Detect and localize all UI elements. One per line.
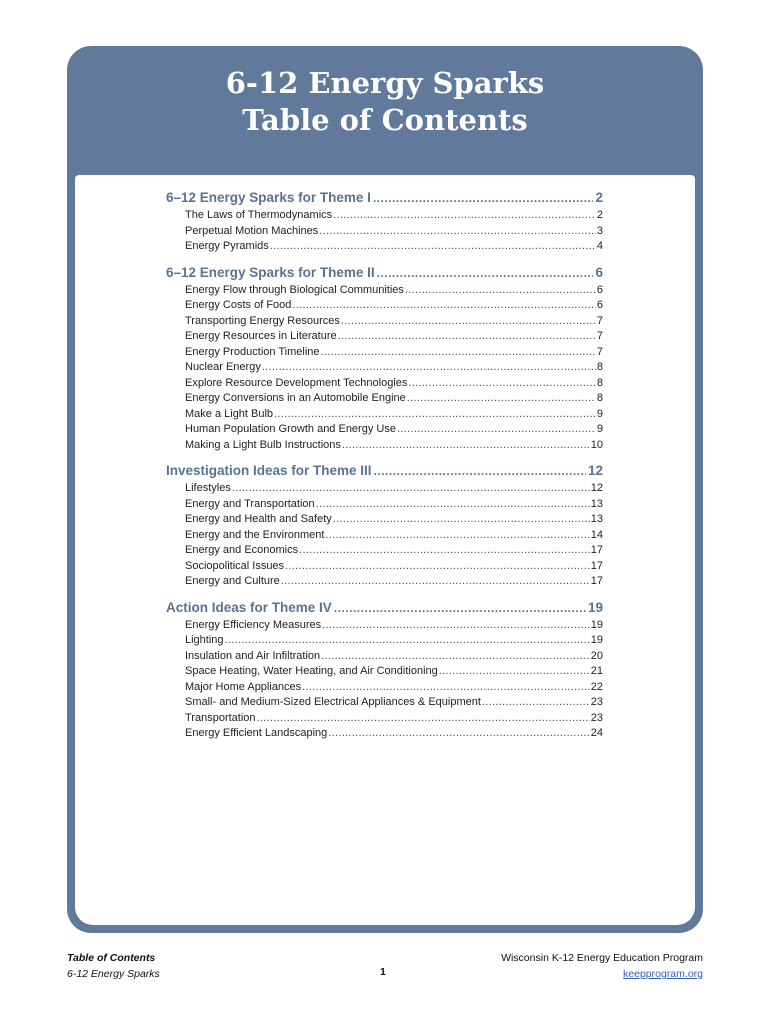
toc-entry[interactable] [185,208,603,224]
dot-leader [374,461,586,481]
title-line-2: Table of Contents [242,103,528,137]
entry-label: Explore Resource Development Technologies [185,376,408,389]
dot-leader [270,239,596,255]
entry-label: The Laws of Thermodynamics [185,209,333,221]
entry-page: 8 [596,392,603,404]
dot-leader [333,512,590,528]
dot-leader [328,726,589,742]
toc-entry[interactable] [185,224,603,240]
toc-entry[interactable] [185,726,603,742]
entry-label: Lifestyles [185,482,231,494]
entry-label: Energy Efficient Landscaping [185,727,328,739]
entry-page: 13 [590,497,603,510]
entry-page: 4 [596,240,603,252]
toc-entry[interactable] [185,695,603,711]
toc-entry[interactable] [185,543,603,559]
entry-page: 2 [596,209,603,221]
section-page: 6 [595,264,603,280]
toc-section-heading[interactable] [166,598,603,618]
dot-leader [285,559,590,575]
toc-entry[interactable] [185,422,603,438]
toc-section-heading[interactable] [166,461,603,481]
dot-leader [397,422,596,438]
entry-label: Lighting [185,634,224,646]
dot-leader [325,528,589,544]
entry-page: 8 [596,361,603,373]
entry-label: Energy Efficiency Measures [185,618,322,631]
toc-section-heading[interactable] [166,263,603,283]
dot-leader [262,360,596,376]
entry-label: Transporting Energy Resources [185,314,340,327]
entry-page: 3 [596,224,603,237]
footer-section-name: Table of Contents [67,952,156,964]
entry-page: 14 [590,528,603,541]
dot-leader [439,664,590,680]
entry-page: 6 [596,299,603,311]
toc-entry[interactable] [185,298,603,314]
dot-leader [408,376,596,392]
dot-leader [299,543,590,559]
entry-label: Energy and Health and Safety [185,513,332,525]
dot-leader [342,438,590,454]
entry-page: 23 [590,711,603,724]
footer-website-link[interactable]: keepprogram.org [623,968,703,980]
entry-label: Small- and Medium-Sized Electrical Appliances & Equipment [185,696,481,708]
toc-entry[interactable] [185,481,603,497]
dot-leader [225,633,590,649]
dot-leader [322,618,590,634]
entry-label: Energy Flow through Biological Communities [185,283,404,296]
entry-label: Energy Production Timeline [185,345,320,358]
entry-page: 21 [590,665,603,677]
table-of-contents [166,188,603,750]
entry-page: 6 [596,283,603,296]
dot-leader [373,188,594,208]
entry-page: 17 [590,575,603,587]
footer-right [501,950,703,982]
entry-page: 13 [590,513,603,525]
dot-leader [281,574,590,590]
dot-leader [338,329,596,345]
section-page: 19 [587,599,603,615]
entry-label: Energy and Economics [185,544,299,556]
entry-page: 7 [596,314,603,327]
entry-page: 12 [590,482,603,494]
entry-page: 17 [590,559,603,572]
entry-label: Nuclear Energy [185,361,261,373]
toc-entry[interactable] [185,329,603,345]
dot-leader [341,314,596,330]
entry-page: 19 [590,618,603,631]
page-number: 1 [380,966,386,978]
section-title: Investigation Ideas for Theme III [166,463,372,478]
entry-label: Human Population Growth and Energy Use [185,423,396,435]
entry-label: Perpetual Motion Machines [185,224,319,237]
section-title: 6–12 Energy Sparks for Theme II [166,264,375,280]
dot-leader [482,695,590,711]
entry-page: 17 [590,544,603,556]
toc-entry[interactable] [185,438,603,454]
entry-label: Energy and Culture [185,575,280,587]
toc-section-theme-3 [166,461,603,590]
toc-entry[interactable] [185,376,603,392]
entry-label: Energy and the Environment [185,528,325,541]
entry-label: Making a Light Bulb Instructions [185,438,341,451]
entry-page: 7 [596,330,603,342]
dot-leader [302,680,590,696]
footer-program-name: Wisconsin K-12 Energy Education Program [501,952,703,964]
toc-entry[interactable] [185,574,603,590]
entry-page: 20 [590,649,603,662]
dot-leader [292,298,595,314]
dot-leader [321,649,590,665]
dot-leader [405,283,596,299]
toc-entry[interactable] [185,314,603,330]
entry-label: Energy Pyramids [185,240,269,252]
toc-section-theme-1 [166,188,603,255]
entry-page: 9 [596,407,603,420]
toc-entry[interactable] [185,497,603,513]
section-page: 12 [587,463,603,478]
toc-entry[interactable] [185,283,603,299]
entry-label: Energy Resources in Literature [185,330,337,342]
entry-label: Space Heating, Water Heating, and Air Conditioning [185,665,438,677]
entry-page: 7 [596,345,603,358]
dot-leader [334,598,586,618]
section-page: 2 [595,190,603,205]
entry-page: 8 [596,376,603,389]
toc-entry[interactable] [185,633,603,649]
dot-leader [377,263,594,283]
entry-label: Insulation and Air Infiltration [185,649,321,662]
entry-page: 22 [590,680,603,693]
dot-leader [333,208,596,224]
toc-entry[interactable] [185,680,603,696]
dot-leader [257,711,590,727]
toc-entry[interactable] [185,618,603,634]
entry-label: Make a Light Bulb [185,407,274,420]
entry-page: 9 [596,423,603,435]
toc-entry[interactable] [185,649,603,665]
entry-page: 10 [590,438,603,451]
entry-label: Energy and Transportation [185,497,315,510]
title-line-1: 6-12 Energy Sparks [225,66,545,100]
entry-page: 24 [590,727,603,739]
toc-entry[interactable] [185,559,603,575]
toc-entry[interactable] [185,528,603,544]
dot-leader [316,497,590,513]
entry-label: Energy Conversions in an Automobile Engine [185,392,406,404]
entry-label: Major Home Appliances [185,680,302,693]
entry-label: Sociopolitical Issues [185,559,285,572]
page-title [67,65,703,139]
toc-entry[interactable] [185,512,603,528]
toc-section-theme-4 [166,598,603,742]
entry-label: Transportation [185,711,256,724]
footer-document-name: 6-12 Energy Sparks [67,968,160,980]
toc-entry[interactable] [185,664,603,680]
toc-entry[interactable] [185,345,603,361]
dot-leader [232,481,590,497]
dot-leader [319,224,596,240]
dot-leader [321,345,596,361]
toc-entry[interactable] [185,239,603,255]
toc-entry[interactable] [185,360,603,376]
toc-entry[interactable] [185,711,603,727]
toc-section-heading[interactable] [166,188,603,208]
entry-page: 23 [590,696,603,708]
toc-entry[interactable] [185,391,603,407]
section-title: 6–12 Energy Sparks for Theme I [166,190,371,205]
entry-label: Energy Costs of Food [185,299,292,311]
dot-leader [407,391,596,407]
footer-left [67,950,160,982]
toc-section-theme-2 [166,263,603,454]
section-title: Action Ideas for Theme IV [166,599,332,615]
dot-leader [274,407,596,423]
toc-entry[interactable] [185,407,603,423]
entry-page: 19 [590,634,603,646]
